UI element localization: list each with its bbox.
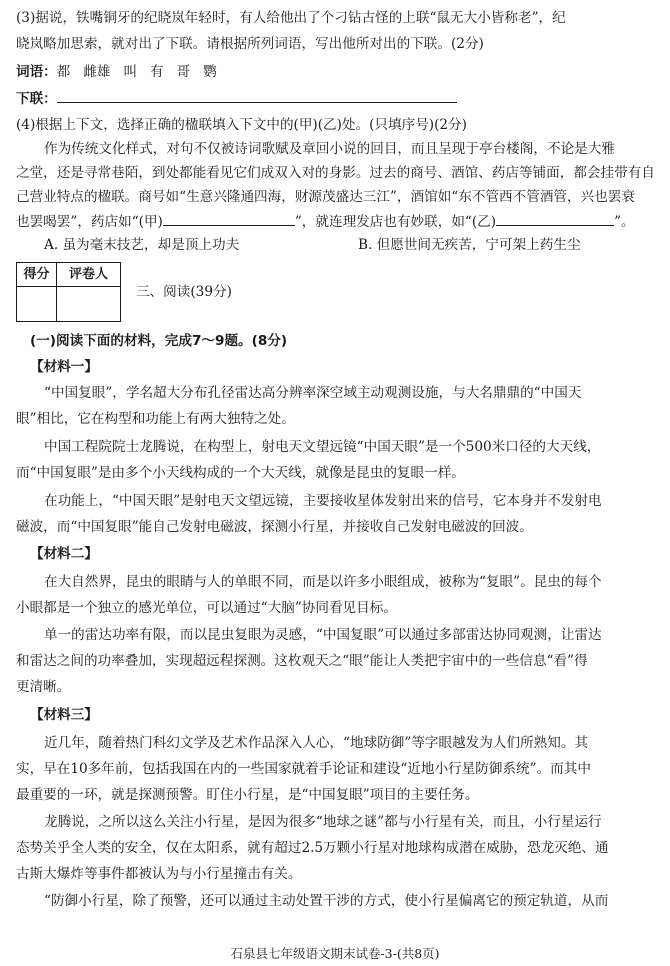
m1-para-2b: 而“中国复眼”是由多个小天线构成的一个大天线，就像是昆虫的复眼一样。 bbox=[16, 465, 465, 481]
m3-para-2c: 古斯大爆炸等事件都被认为与小行星撞击有关。 bbox=[16, 866, 302, 882]
score-header: 得分 bbox=[17, 263, 57, 287]
q3-answer-row bbox=[16, 88, 656, 109]
score-cell bbox=[17, 287, 57, 321]
m1-para-1a: “中国复眼”，学名超大分布孔径雷达高分辨率深空域主动观测设施，与大名鼎鼎的“中国天 bbox=[44, 385, 582, 401]
q4-para-4-a: 也罢喝罢”，药店如“(甲) bbox=[16, 214, 163, 230]
q4-para-4-c: ”。 bbox=[614, 214, 635, 230]
m3-para-2b: 态势关乎全人类的安全，仅在太阳系，就有超过2.5万颗小行星对地球构成潜在威胁，恐龙灭绝、通 bbox=[16, 840, 609, 856]
m3-para-3a: “防御小行星，除了预警，还可以通过主动处置干涉的方式，使小行星偏离它的预定轨道，从而 bbox=[44, 893, 609, 909]
m1-para-2a: 中国工程院院士龙腾说，在构型上，射电天文望远镜“中国天眼”是一个500米口径的大天线， bbox=[44, 439, 601, 455]
material-3-title: 【材料三】 bbox=[30, 707, 98, 723]
m1-para-3b: 磁波，而“中国复眼”能自己发射电磁波，探测小行星，并接收自己发射电磁波的回波。 bbox=[16, 519, 533, 535]
q3-line-1: (3)据说，铁嘴铜牙的纪晓岚年轻时，有人给他出了个刁钻古怪的上联“鼠无大小皆称老”，纪 bbox=[16, 10, 566, 26]
blank-jia[interactable] bbox=[163, 211, 295, 226]
grader-header: 评卷人 bbox=[57, 263, 120, 287]
m2-para-2c: 更清晰。 bbox=[16, 679, 71, 695]
m3-para-1c: 最重要的一环，就是探测预警。盯住小行星，是“中国复眼”项目的主要任务。 bbox=[16, 787, 479, 803]
blank-yi[interactable] bbox=[496, 211, 614, 226]
q3-line-2: 晓岚略加思索，就对出了下联。请根据所列词语，写出他所对出的下联。(2分) bbox=[16, 36, 484, 52]
q4-para-3: 己营业特点的楹联。商号如“生意兴隆通四海，财源茂盛达三江”，酒馆如“东不管西不管酒管，兴也罢衰 bbox=[16, 189, 635, 205]
q4-para-4 bbox=[16, 211, 656, 232]
reading-1-heading: (一)阅读下面的材料，完成7～9题。(8分) bbox=[30, 333, 288, 349]
q4-line-1: (4)根据上下文，选择正确的楹联填入下文中的(甲)(乙)处。(只填序号)(2分) bbox=[16, 117, 467, 133]
m2-para-1a: 在大自然界，昆虫的眼睛与人的单眼不同，而是以许多小眼组成，被称为“复眼”。昆虫的每个 bbox=[44, 574, 602, 590]
page-footer: 石泉县七年级语文期末试卷-3-(共8页) bbox=[230, 946, 440, 961]
words-label: 词语： bbox=[16, 64, 57, 80]
m2-para-2a: 单一的雷达功率有限，而以昆虫复眼为灵感，“中国复眼”可以通过多部雷达协同观测，让雷达 bbox=[44, 627, 602, 643]
option-a: A. 虽为毫末技艺，却是顶上功夫 bbox=[44, 237, 240, 253]
material-1-title: 【材料一】 bbox=[30, 359, 98, 375]
q4-para-1: 作为传统文化样式，对句不仅被诗词歌赋及章回小说的回目，而且呈现于亭台楼阁，不论是大雅 bbox=[44, 141, 615, 157]
m1-para-3a: 在功能上，“中国天眼”是射电天文望远镜，主要接收星体发射出来的信号，它本身并不发射电 bbox=[44, 493, 602, 509]
m3-para-1b: 实，早在10多年前，包括我国在内的一些国家就着手论证和建设“近地小行星防御系统”。而其中 bbox=[16, 761, 591, 777]
answer-label: 下联： bbox=[16, 91, 57, 107]
option-b: B. 但愿世间无疾苦，宁可架上药生尘 bbox=[358, 237, 581, 253]
m2-para-2b: 和雷达之间的功率叠加，实现超远程探测。这枚观天之“眼”能让人类把宇宙中的一些信息“看”得 bbox=[16, 653, 588, 669]
m3-para-1a: 近几年，随着热门科幻文学及艺术作品深入人心，“地球防御”等字眼越发为人们所熟知。其 bbox=[44, 735, 589, 751]
words-list: 都 雌雄 叫 有 哥 鹦 bbox=[56, 64, 217, 80]
q4-para-4-b: ”，就连理发店也有妙联，如“(乙) bbox=[294, 214, 497, 230]
m1-para-1b: 眼”相比，它在构型和功能上有两大独特之处。 bbox=[16, 411, 295, 427]
m3-para-2a: 龙腾说，之所以这么关注小行星，是因为很多“地球之谜”都与小行星有关，而且，小行星运行 bbox=[44, 814, 602, 830]
score-table bbox=[16, 262, 121, 322]
answer-blank[interactable] bbox=[57, 88, 457, 103]
section-3-title: 三、阅读(39分) bbox=[136, 284, 232, 300]
q4-para-2: 之堂，还是寻常巷陌，到处都能看见它们成双入对的身影。过去的商号、酒馆、药店等铺面，都会挂带有自 bbox=[16, 165, 655, 181]
m2-para-1b: 小眼都是一个独立的感光单位，可以通过“大脑”协同看见目标。 bbox=[16, 600, 397, 616]
q4-options bbox=[44, 235, 656, 255]
material-2-title: 【材料二】 bbox=[30, 546, 98, 562]
q3-words-row bbox=[16, 62, 656, 82]
grader-cell bbox=[57, 287, 120, 321]
